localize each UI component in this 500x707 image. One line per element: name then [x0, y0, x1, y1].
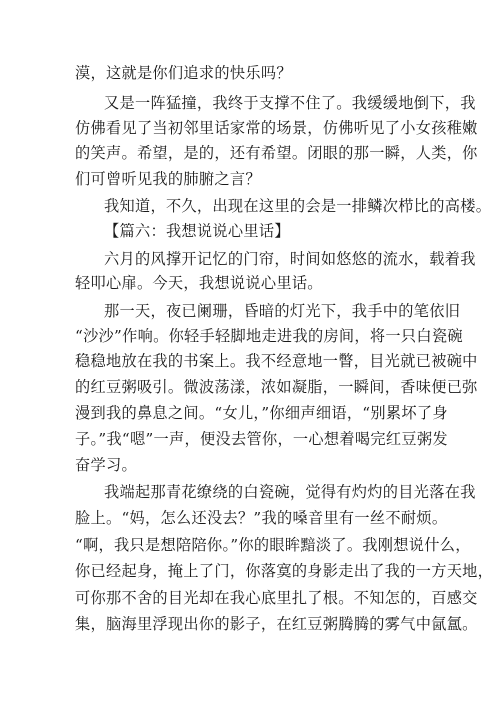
text-line: 奋学习。	[75, 456, 137, 474]
text-line: 轻叩心扉。今天，我想说说心里话。	[75, 274, 323, 292]
text-line: 可你那不舍的目光却在我心底里扎了根。不知怎的，百感交	[75, 589, 478, 607]
text-line: 你已经起身，掩上了门，你落寞的身影走出了我的一方天地，	[75, 562, 494, 580]
text-line: 六月的风撑开记忆的门帘，时间如悠悠的流水，载着我	[104, 250, 476, 268]
text-line: 子。”我“嗯”一声，便没去管你，一心想着喝完红豆粥发	[75, 430, 448, 448]
text-line: 又是一阵猛撞，我终于支撑不住了。我缓缓地倒下，我	[104, 94, 476, 112]
text-line: 我端起那青花缭绕的白瓷碗，觉得有灼灼的目光落在我	[104, 483, 476, 501]
text-line: 脸上。“妈，怎么还没去？”我的嗓音里有一丝不耐烦。	[75, 509, 448, 527]
section-title: 【篇六：我想说说心里话】	[104, 222, 290, 240]
text-line: 的红豆粥吸引。微波荡漾，浓如凝脂，一瞬间，香味便已弥	[75, 378, 478, 396]
text-line: 漫到我的鼻息之间。“女儿，”你细声细语，“别累坏了身	[75, 404, 448, 422]
text-line: “啊，我只是想陪陪你。”你的眼眸黯淡了。我刚想说什么，	[75, 536, 471, 554]
text-line: 我知道，不久，出现在这里的会是一排鳞次栉比的高楼。	[104, 197, 492, 215]
text-line: 仿佛看见了当初邻里话家常的场景，仿佛听见了小女孩稚嫩	[75, 119, 478, 137]
text-line: “沙沙”作响。你轻手轻脚地走进我的房间，将一只白瓷碗	[75, 327, 463, 345]
text-line: 的笑声。希望，是的，还有希望。闭眼的那一瞬，人类，你	[75, 144, 478, 162]
text-line: 那一天，夜已阑珊，昏暗的灯光下，我手中的笔依旧	[104, 302, 461, 320]
text-line: 集，脑海里浮现出你的影子，在红豆粥腾腾的雾气中氤氲。	[75, 615, 478, 633]
text-line: 漠，这就是你们追求的快乐吗？	[75, 64, 292, 82]
text-line: 稳稳地放在我的书案上。我不经意地一瞥，目光就已被碗中	[75, 352, 478, 370]
text-line: 们可曾听见我的肺腑之言？	[75, 170, 261, 188]
